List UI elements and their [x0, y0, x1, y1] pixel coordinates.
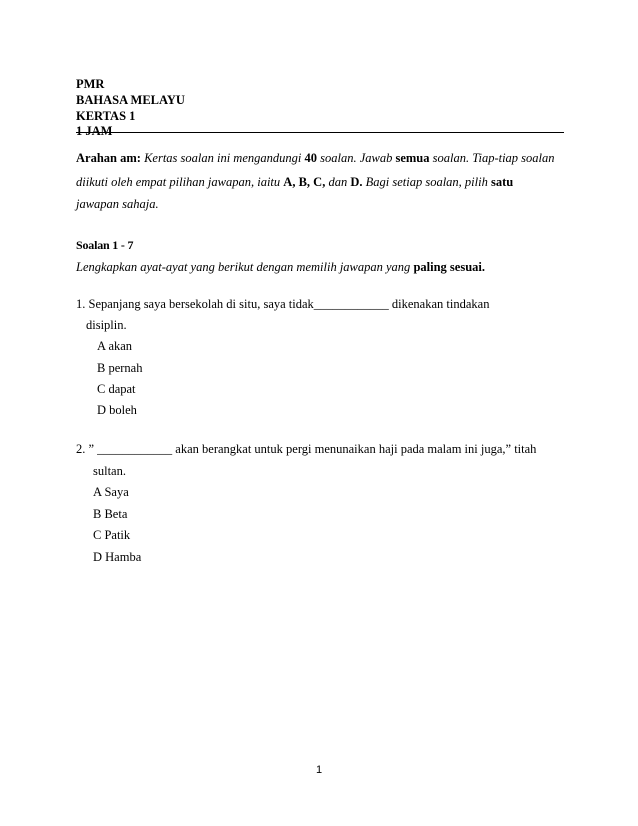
directive-emphasis: paling sesuai. [413, 260, 485, 274]
instructions-emphasis: semua [395, 151, 430, 165]
paper-number: KERTAS 1 [76, 109, 136, 123]
instructions-line-2 [76, 175, 513, 190]
question-1-text-cont: disiplin. [86, 318, 127, 332]
question-count: 40 [304, 151, 317, 165]
instructions-line-3: jawapan sahaja. [76, 197, 159, 211]
section-directive [76, 260, 485, 275]
instructions-text: dan [325, 175, 351, 189]
question-2-text-cont: sultan. [93, 464, 126, 478]
header-rule [76, 132, 564, 133]
instructions-text: soalan. Tiap-tiap soalan [429, 151, 555, 165]
option-letters: D. [350, 175, 363, 189]
instructions-line-1 [76, 151, 555, 166]
exam-level: PMR [76, 77, 105, 91]
section-title: Soalan 1 - 7 [76, 238, 134, 252]
instructions-text: Kertas soalan ini mengandungi [140, 151, 305, 165]
question-2-option-c[interactable]: C Patik [93, 528, 131, 542]
question-2-text: 2. ” ____________ akan berangkat untuk pergi menunaikan haji pada malam ini juga,” titah [76, 442, 537, 456]
question-2-option-d[interactable]: D Hamba [93, 550, 142, 564]
subject-title: BAHASA MELAYU [76, 93, 185, 107]
instructions-label: Arahan am: [76, 151, 141, 165]
duration: 1 JAM [76, 124, 113, 138]
question-1-option-c[interactable]: C dapat [97, 382, 136, 396]
instructions-emphasis: satu [490, 175, 514, 189]
instructions-text: diikuti oleh empat pilihan jawapan, iaitu [76, 175, 284, 189]
question-1-text: 1. Sepanjang saya bersekolah di situ, saya tidak____________ dikenakan tindakan [76, 297, 490, 311]
instructions-text: Bagi setiap soalan, pilih [362, 175, 491, 189]
page-number: 1 [316, 764, 323, 776]
question-2-option-b[interactable]: B Beta [93, 507, 128, 521]
question-1-option-b[interactable]: B pernah [97, 361, 143, 375]
question-2-option-a[interactable]: A Saya [93, 485, 129, 499]
directive-text: Lengkapkan ayat-ayat yang berikut dengan memilih jawapan yang [76, 260, 414, 274]
question-1-option-a[interactable]: A akan [97, 339, 133, 353]
instructions-text: soalan. Jawab [316, 151, 396, 165]
option-letters: A, B, C, [283, 175, 326, 189]
question-1-option-d[interactable]: D boleh [97, 403, 137, 417]
